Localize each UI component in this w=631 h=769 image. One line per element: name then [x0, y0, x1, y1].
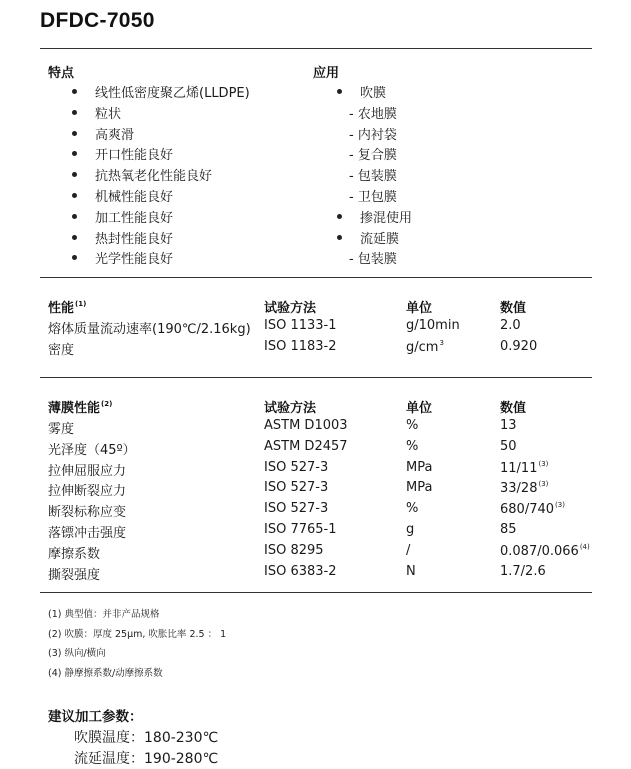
film-property-name: 光泽度（45º） [48, 442, 136, 458]
unit-superscript: 3 [439, 338, 444, 347]
bullet-icon [337, 89, 342, 94]
property-unit: $g/cm^3$ [406, 338, 444, 355]
divider-properties [40, 377, 592, 378]
film-property-name: 断裂标称应变 [48, 505, 127, 521]
product-title: DFDC-7050 [40, 9, 155, 32]
film-property-name: 摩擦系数 [48, 546, 101, 562]
film-property-method: ISO 527-3 [264, 459, 329, 475]
film-property-unit: MPa [406, 459, 433, 475]
film-property-unit: MPa [406, 480, 433, 496]
film-property-name: 撕裂强度 [48, 567, 101, 583]
properties-header: 性能$^{(1)}$ [48, 300, 87, 316]
bullet-icon [72, 110, 77, 115]
feature-item: 线性低密度聚乙烯(LLDPE) [95, 86, 250, 101]
bullet-icon [72, 235, 77, 240]
film-property-name: 雾度 [48, 422, 75, 437]
application-item: 流延膜 [360, 231, 400, 247]
film-property-method: ASTM D1003 [264, 418, 348, 433]
film-property-name: 拉伸断裂应力 [48, 484, 127, 500]
film-property-unit: N [406, 563, 416, 579]
film-value-header: 数值 [500, 401, 527, 416]
properties-unit-header: 单位 [406, 301, 433, 316]
feature-item: 机械性能良好 [95, 190, 174, 205]
film-property-unit: % [406, 501, 419, 517]
application-subitem: - 包装膜 [349, 252, 397, 268]
film-property-value: 0.087/0.066$^{(4)}$ [500, 542, 590, 559]
film-unit-header: 单位 [406, 401, 433, 416]
footnote-ref: (4) [579, 542, 590, 551]
feature-item: 开口性能良好 [95, 148, 174, 164]
feature-item: 抗热氧老化性能良好 [95, 169, 213, 185]
bullet-icon [72, 214, 77, 219]
bullet-icon [72, 131, 77, 136]
footnote-ref: (3) [538, 480, 549, 489]
film-property-method: ISO 8295 [264, 542, 324, 558]
property-value: 0.920 [500, 338, 538, 354]
footnote: (2) 吹膜：厚度 25μm, 吹胀比率 2.5 ： 1 [48, 628, 227, 640]
features-header: 特点 [48, 66, 75, 81]
film-property-value: 1.7/2.6 [500, 563, 546, 579]
properties-method-header: 试验方法 [264, 301, 317, 316]
feature-item: 粒状 [95, 106, 122, 122]
properties-value-header: 数值 [500, 301, 527, 316]
application-item: 吹膜 [360, 86, 387, 101]
film-property-value: 33/28$^{(3)}$ [500, 480, 549, 497]
film-property-method: ISO 7765-1 [264, 522, 337, 537]
film-property-value: 680/740$^{(3)}$ [500, 501, 565, 518]
divider-features [40, 277, 592, 278]
film-property-unit: g [406, 522, 415, 537]
footnote-ref: (3) [538, 459, 549, 468]
film-method-header: 试验方法 [264, 401, 317, 416]
property-name: 密度 [48, 342, 75, 358]
feature-item: 热封性能良好 [95, 231, 174, 247]
property-unit: g/10min [406, 318, 460, 333]
footnote-ref: (3) [555, 501, 565, 510]
property-method: ISO 1133-1 [264, 318, 337, 333]
property-method: ISO 1183-2 [264, 338, 337, 354]
bullet-icon [337, 235, 342, 240]
footnote: (1) 典型值：并非产品规格 [48, 609, 160, 620]
film-property-unit: / [406, 542, 411, 558]
application-subitem: - 内衬袋 [349, 127, 397, 143]
property-name: 熔体质量流动速率(190℃/2.16kg) [48, 322, 251, 337]
bullet-icon [337, 214, 342, 219]
film-property-unit: % [406, 438, 419, 454]
application-item: 掺混使用 [360, 210, 413, 226]
property-value: 2.0 [500, 318, 521, 333]
film-property-name: 落镖冲击强度 [48, 526, 127, 541]
bullet-icon [72, 89, 77, 94]
bullet-icon [72, 255, 77, 260]
footnote: (4) 静摩擦系数/动摩擦系数 [48, 667, 163, 679]
applications-header: 应用 [313, 66, 340, 81]
bullet-icon [72, 172, 77, 177]
film-property-method: ISO 527-3 [264, 501, 329, 517]
processing-item: 吹膜温度：180-230℃ [74, 730, 219, 746]
film-property-name: 拉伸屈服应力 [48, 463, 127, 479]
feature-item: 加工性能良好 [95, 210, 174, 226]
application-subitem: - 包装膜 [349, 169, 397, 185]
divider-film [40, 592, 592, 593]
film-property-unit: % [406, 418, 419, 433]
film-property-value: 50 [500, 438, 517, 454]
feature-item: 高爽滑 [95, 127, 135, 143]
film-property-value: 11/11$^{(3)}$ [500, 459, 549, 476]
film-property-value: 13 [500, 418, 517, 433]
processing-header: 建议加工参数： [48, 709, 143, 725]
application-subitem: - 卫包膜 [349, 190, 397, 205]
film-properties-header: 薄膜性能$^{(2)}$ [48, 400, 113, 416]
processing-item: 流延温度：190-280℃ [74, 750, 219, 767]
application-subitem: - 复合膜 [349, 148, 397, 164]
bullet-icon [72, 193, 77, 198]
film-property-method: ISO 527-3 [264, 480, 329, 496]
divider-top [40, 48, 592, 49]
footnote: (3) 纵向/横向 [48, 648, 106, 660]
film-property-method: ASTM D2457 [264, 438, 348, 454]
application-subitem: - 农地膜 [349, 106, 397, 122]
feature-item: 光学性能良好 [95, 252, 174, 268]
film-property-value: 85 [500, 522, 517, 537]
bullet-icon [72, 151, 77, 156]
film-property-method: ISO 6383-2 [264, 563, 337, 579]
